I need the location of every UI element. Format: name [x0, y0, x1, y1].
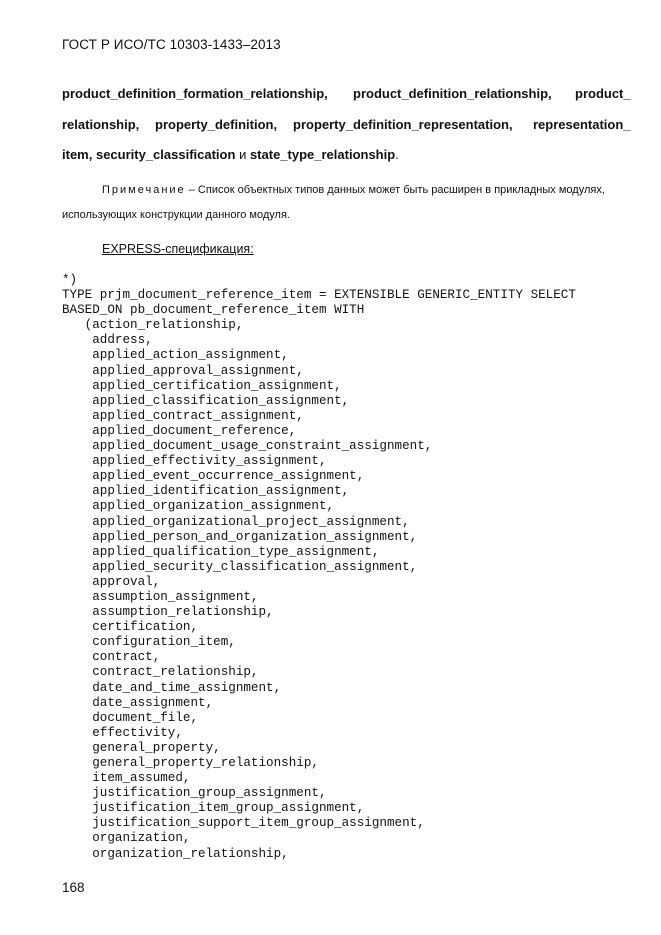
code-line: justification_support_item_group_assignment,	[62, 816, 425, 831]
note-line-1	[102, 184, 605, 196]
code-line: applied_organizational_project_assignment,	[62, 514, 410, 529]
page-number: 168	[62, 880, 85, 895]
entity-name: product_definition_formation_relationship,	[62, 86, 328, 101]
entity-name: state_type_relationship	[249, 147, 396, 162]
note-text: Список объектных типов данных может быть расширен в прикладных модулях,	[197, 184, 605, 196]
entity-name: property_definition_representation,	[293, 117, 513, 132]
code-line: applied_qualification_type_assignment,	[62, 544, 380, 559]
code-line: document_file,	[62, 710, 199, 725]
entity-name: security_classification	[95, 147, 236, 162]
express-code-block	[62, 273, 576, 862]
code-line: item_assumed,	[62, 771, 191, 786]
note-dash: –	[188, 184, 195, 196]
code-line: applied_classification_assignment,	[62, 393, 350, 408]
code-line: BASED_ON pb_document_reference_item WITH	[62, 303, 365, 318]
period: .	[395, 147, 399, 162]
code-line: applied_document_reference,	[62, 423, 297, 438]
code-line: effectivity,	[62, 725, 183, 740]
code-line: configuration_item,	[62, 635, 236, 650]
entity-name: item,	[62, 147, 93, 162]
code-line: certification,	[62, 620, 199, 635]
code-line: applied_security_classification_assignment,	[62, 559, 418, 574]
code-line: date_and_time_assignment,	[62, 680, 282, 695]
code-line: TYPE prjm_document_reference_item = EXTENSIBLE GENERIC_ENTITY SELECT	[62, 288, 576, 303]
code-line: justification_group_assignment,	[62, 786, 327, 801]
entity-name: property_definition,	[155, 117, 278, 132]
code-line: applied_approval_assignment,	[62, 363, 304, 378]
code-line: contract_relationship,	[62, 665, 259, 680]
code-line: organization,	[62, 831, 191, 846]
code-line: general_property_relationship,	[62, 756, 319, 770]
note-line-2: использующих конструкции данного модуля.	[62, 209, 290, 221]
code-line: applied_event_occurrence_assignment,	[62, 469, 365, 484]
entity-name: representation_	[533, 117, 631, 132]
code-line: *)	[62, 273, 78, 287]
code-line: applied_person_and_organization_assignment,	[62, 529, 418, 544]
code-line: applied_effectivity_assignment,	[62, 454, 327, 469]
code-line: applied_identification_assignment,	[62, 484, 350, 499]
code-line: date_assignment,	[62, 695, 214, 710]
code-line: organization_relationship,	[62, 846, 289, 861]
document-header: ГОСТ Р ИСО/ТС 10303-1433–2013	[62, 37, 281, 52]
entity-list-line-3	[62, 147, 399, 162]
code-line: assumption_assignment,	[62, 589, 259, 604]
express-heading: EXPRESS-спецификация:	[102, 242, 254, 256]
entity-name: product_definition_relationship,	[353, 86, 552, 101]
code-line: applied_document_usage_constraint_assignment,	[62, 439, 433, 454]
code-line: applied_action_assignment,	[62, 348, 289, 363]
entity-name: product_	[575, 86, 631, 101]
entity-name: relationship,	[62, 117, 140, 132]
code-line: applied_certification_assignment,	[62, 378, 342, 393]
code-line: address,	[62, 333, 153, 348]
code-line: applied_contract_assignment,	[62, 408, 304, 423]
code-line: applied_organization_assignment,	[62, 499, 335, 514]
code-line: assumption_relationship,	[62, 605, 274, 620]
code-line: approval,	[62, 574, 161, 589]
note-label: Примечание	[102, 184, 186, 196]
conjunction: и	[239, 147, 247, 162]
code-line: general_property,	[62, 740, 221, 755]
code-line: contract,	[62, 650, 161, 665]
code-line: (action_relationship,	[62, 318, 244, 333]
code-line: justification_item_group_assignment,	[62, 801, 365, 816]
